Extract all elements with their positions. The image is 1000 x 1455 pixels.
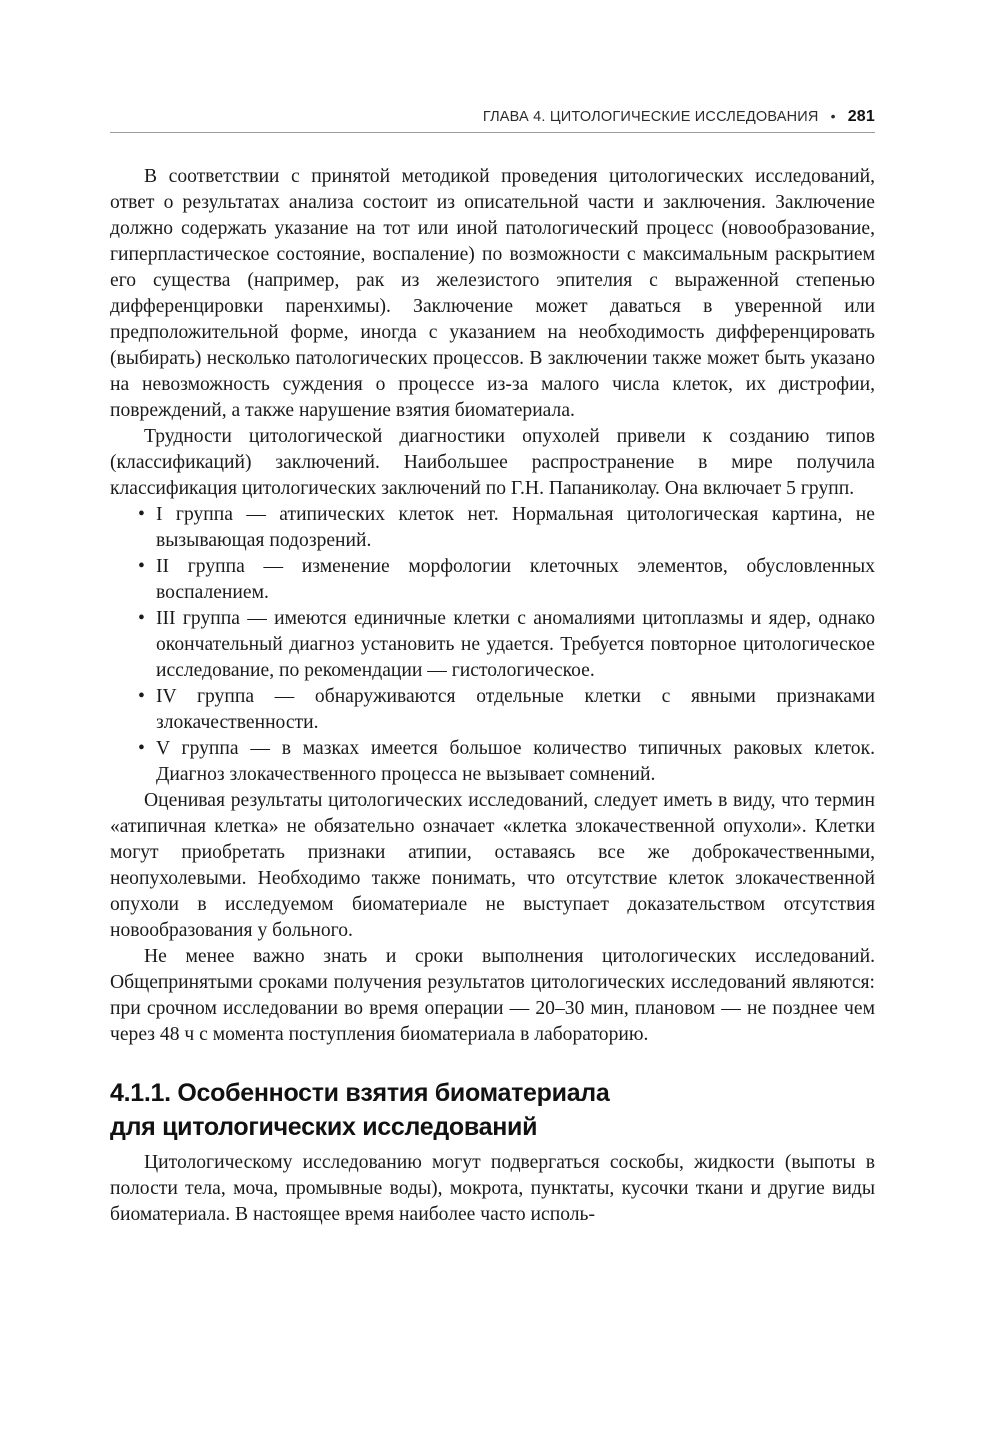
list-item-text: II группа — изменение морфологии клеточных элементов, обусловленных воспалением. [156,556,875,603]
papanicolaou-groups-list [110,502,875,788]
page-body [110,164,875,1228]
list-item [138,502,875,554]
section-heading-line: 4.1.1. Особенности взятия биоматериала [110,1079,610,1107]
list-item-text: V группа — в мазках имеется большое количество типичных раковых клеток. Диагноз злокачественного процесса не вызывает сомнений. [156,738,875,785]
list-item-text: IV группа — обнаруживаются отдельные клетки с явными признаками злокачественности. [156,686,875,733]
bullet-icon: • [138,738,145,759]
paragraph: Трудности цитологической диагностики опухолей привели к созданию типов (классификаций) заключений. Наибольшее распространение в мире получила классификация цитологических заключений по Г.Н. Папаниколау. Она включает 5 групп. [110,426,875,499]
paragraph: Не менее важно знать и сроки выполнения цитологических исследований. Общепринятыми сроками получения результатов цитологических исследований являются: при срочном исследовании во время операции — 20–30 мин, плановом — не позднее чем через 48 ч с момента поступления биоматериала в лабораторию. [110,946,875,1045]
bullet-icon: • [138,686,145,707]
running-header [110,108,875,133]
list-item-text: III группа — имеются единичные клетки с аномалиями цитоплазмы и ядер, однако окончательный диагноз установить не удается. Требуется повторное цитологическое исследование, по рекомендации — гистологическое. [156,608,875,681]
bullet-icon: • [138,556,145,577]
list-item [138,684,875,736]
list-item [138,736,875,788]
section-heading-line: для цитологических исследований [110,1113,538,1141]
header-separator: • [830,108,836,124]
paragraph: Цитологическому исследованию могут подвергаться соскобы, жидкости (выпоты в полости тела, моча, промывные воды), мокрота, пунктаты, кусочки ткани и другие виды биоматериала. В настоящее время наиболее часто исполь- [110,1152,875,1225]
bullet-icon: • [138,504,145,525]
paragraph: Оценивая результаты цитологических исследований, следует иметь в виду, что термин «атипичная клетка» не обязательно означает «клетка злокачественной опухоли». Клетки могут приобретать признаки атипии, оставаясь все же доброкачественными, неопухолевыми. Необходимо также понимать, что отсутствие клеток злокачественной опухоли в исследуемом биоматериале не выступает доказательством отсутствия новообразования у больного. [110,790,875,941]
list-item [138,554,875,606]
list-item [138,606,875,684]
bullet-icon: • [138,608,145,629]
section-heading [110,1076,875,1144]
page-number: 281 [847,108,875,125]
list-item-text: I группа — атипических клеток нет. Нормальная цитологическая картина, не вызывающая подозрений. [156,504,875,551]
paragraph: В соответствии с принятой методикой проведения цитологических исследований, ответ о результатах анализа состоит из описательной части и заключения. Заключение должно содержать указание на тот или иной патологический процесс (новообразование, гиперпластическое состояние, воспаление) по возможности с максимальным раскрытием его существа (например, рак из железистого эпителия с выраженной степенью дифференцировки паренхимы). Заключение может даваться в уверенной или предположительной форме, иногда с указанием на необходимость дифференцировать (выбирать) несколько патологических процессов. В заключении также может быть указано на невозможность суждения о процессе из-за малого числа клеток, их дистрофии, повреждений, а также нарушение взятия биоматериала. [110,166,875,421]
chapter-title: ГЛАВА 4. ЦИТОЛОГИЧЕСКИЕ ИССЛЕДОВАНИЯ [482,109,819,125]
